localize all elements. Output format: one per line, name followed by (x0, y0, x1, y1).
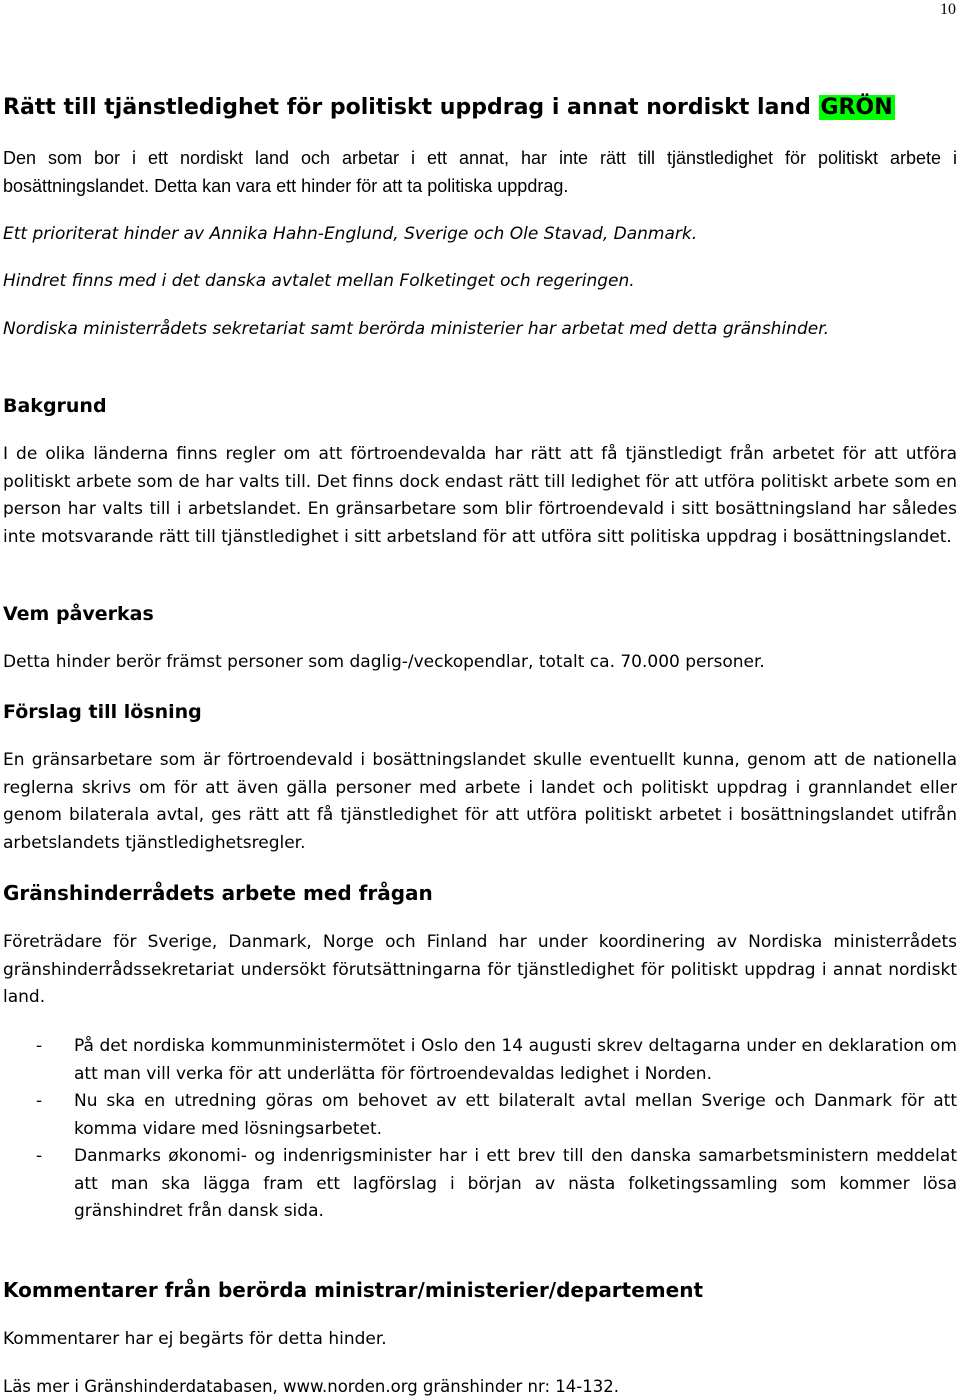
page-title-text: Rätt till tjänstledighet för politiskt uppdrag i annat nordiskt land (3, 95, 811, 120)
paragraph-arbete: Företrädare för Sverige, Danmark, Norge och Finland har under koordinering av Nordiska ministerrådets gränshinderrådssekretariat undersökt förutsättningarna för tjänstledighet för politiskt uppdrag i annat nordiskt land. (3, 932, 957, 1007)
priority-note: Ett prioriterat hinder av Annika Hahn-Englund, Sverige och Ole Stavad, Danmark. (3, 224, 698, 244)
heading-kommentarer: Kommentarer från berörda ministrar/ministerier/departement (3, 1278, 703, 1302)
paragraph-bakgrund: I de olika länderna finns regler om att förtroendevalda har rätt att få tjänstledigt från arbetet för att utföra politiskt arbete som de har valts till. Det finns dock endast rätt till ledighet för att utföra politiskt arbete som en person har valts till i arbetslandet. En gränsarbetare som blir förtroendevald i sitt bosättningsland har således inte motsvarande rätt till tjänstledighet i sitt arbetsland för att utföra sitt politiska uppdrag i bosättningslandet. (3, 444, 957, 547)
paragraph-vem-paverkas: Detta hinder berör främst personer som daglig-/veckopendlar, totalt ca. 70.000 personer. (3, 652, 765, 672)
heading-bakgrund: Bakgrund (3, 395, 107, 417)
paragraph-forslag: En gränsarbetare som är förtroendevald i bosättningslandet skulle eventuellt kunna, genom att de nationella reglerna skrivs om för att även gälla personer med arbete i landet och politiskt uppdrag i grannlandet eller genom bilaterala avtal, ges rätt att få tjänstledighet för att utföra politiskt arbetet i bosättningslandet utifrån arbetslandets tjänstledighetsregler. (3, 750, 957, 853)
page-title (3, 93, 957, 123)
dash-marker: - (36, 1036, 43, 1056)
list-item-text: Nu ska en utredning göras om behovet av ett bilateralt avtal mellan Sverige och Danmark för att komma vidare med lösningsarbetet. (74, 1091, 957, 1139)
heading-forslag: Förslag till lösning (3, 701, 202, 723)
status-badge: GRÖN (820, 95, 893, 120)
footer-reference: Läs mer i Gränshinderdatabasen, www.norden.org gränshinder nr: 14-132. (3, 1377, 619, 1396)
list-item-text: Danmarks økonomi- og indenrigsminister har i ett brev till den danska samarbetsministern meddelat att man ska lägga fram ett lagförslag i början av nästa folketingssamling som kommer lösa gränshindret från dansk sida. (74, 1146, 957, 1221)
dash-marker: - (36, 1146, 43, 1166)
list-item-text: På det nordiska kommunministermötet i Oslo den 14 augusti skrev deltagarna under en deklaration om att man vill verka för att underlätta för förtroendevaldas ledighet i Norden. (74, 1036, 957, 1084)
intro-paragraph: Den som bor i ett nordiskt land och arbetar i ett annat, har inte rätt till tjänstledighet för politiskt arbete i bosättningslandet. Detta kan vara ett hinder för att ta politiska uppdrag. (3, 148, 957, 196)
heading-vem-paverkas: Vem påverkas (3, 603, 154, 625)
heading-arbete: Gränshinderrådets arbete med frågan (3, 881, 433, 905)
paragraph-kommentarer: Kommentarer har ej begärts för detta hinder. (3, 1329, 387, 1349)
agreement-note: Hindret finns med i det danska avtalet mellan Folketinget och regeringen. (3, 271, 635, 291)
action-list (3, 1033, 957, 1226)
list-item (3, 1143, 957, 1226)
list-item (3, 1033, 957, 1088)
secretariat-note: Nordiska ministerrådets sekretariat samt berörda ministerier har arbetat med detta gränshinder. (3, 319, 830, 339)
page-number: 10 (940, 1, 956, 18)
list-item (3, 1088, 957, 1143)
dash-marker: - (36, 1091, 43, 1111)
